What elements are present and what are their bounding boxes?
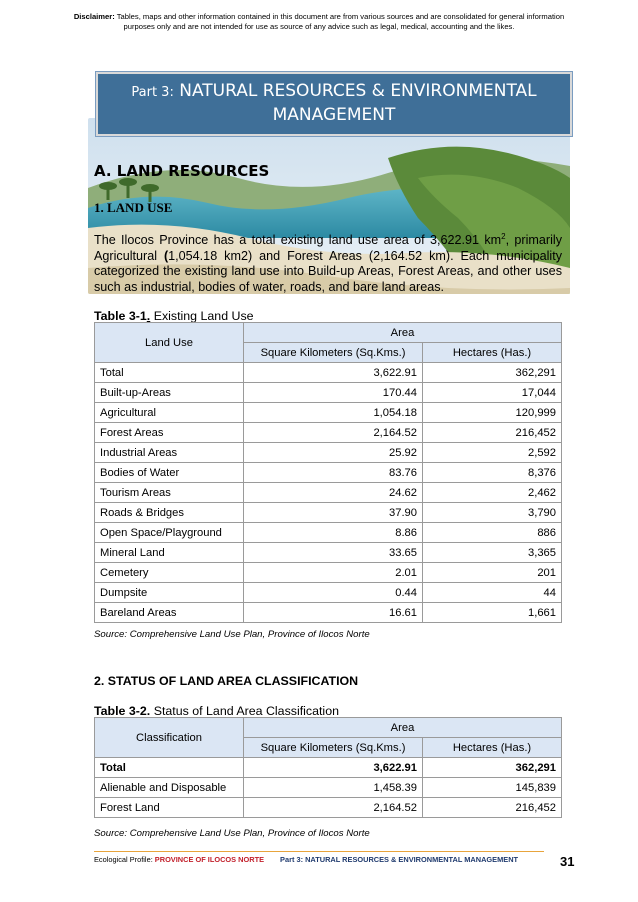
table-row [95, 403, 562, 423]
existing-land-use-table [94, 322, 562, 623]
cell-square-kilometers: 16.61 [244, 603, 423, 623]
footer [94, 855, 518, 864]
cell-square-kilometers: 24.62 [244, 483, 423, 503]
cell-hectares: 17,044 [423, 383, 562, 403]
table-3-1-source: Source: Comprehensive Land Use Plan, Province of Ilocos Norte [94, 629, 370, 640]
cell-hectares: 216,452 [423, 798, 562, 818]
table-row [95, 563, 562, 583]
section-heading-land-resources: A. LAND RESOURCES [94, 162, 270, 180]
banner-title-line2: MANAGEMENT [272, 105, 396, 125]
table-row [95, 583, 562, 603]
cell-label: Industrial Areas [95, 443, 244, 463]
table-row [95, 778, 562, 798]
table-row [95, 363, 562, 383]
land-classification-table [94, 717, 562, 818]
cell-hectares: 216,452 [423, 423, 562, 443]
cell-label: Forest Areas [95, 423, 244, 443]
cell-label: Total [95, 758, 244, 778]
cell-label: Bareland Areas [95, 603, 244, 623]
cell-square-kilometers: 2,164.52 [244, 798, 423, 818]
table-3-2-caption: Table 3-2. Status of Land Area Classification [94, 704, 339, 718]
table-row [95, 443, 562, 463]
cell-square-kilometers: 1,458.39 [244, 778, 423, 798]
table-row [95, 543, 562, 563]
cell-label: Open Space/Playground [95, 523, 244, 543]
header-land-use: Land Use [95, 323, 244, 363]
table-row [95, 603, 562, 623]
cell-label: Cemetery [95, 563, 244, 583]
header-hectares: Hectares (Has.) [423, 343, 562, 363]
header-square-kilometers: Square Kilometers (Sq.Kms.) [244, 738, 423, 758]
cell-square-kilometers: 3,622.91 [244, 758, 423, 778]
table-row [95, 463, 562, 483]
table-row [95, 383, 562, 403]
cell-hectares: 886 [423, 523, 562, 543]
cell-square-kilometers: 170.44 [244, 383, 423, 403]
cell-label: Forest Land [95, 798, 244, 818]
table-3-1-caption: Table 3-1. Existing Land Use [94, 309, 254, 323]
cell-label: Roads & Bridges [95, 503, 244, 523]
subsection-heading-land-use: 1. LAND USE [94, 200, 173, 215]
footer-divider [94, 851, 544, 852]
cell-label: Dumpsite [95, 583, 244, 603]
cell-hectares: 362,291 [423, 758, 562, 778]
cell-hectares: 3,790 [423, 503, 562, 523]
table-row [95, 423, 562, 443]
cell-label: Bodies of Water [95, 463, 244, 483]
table-row [95, 503, 562, 523]
cell-square-kilometers: 0.44 [244, 583, 423, 603]
cell-square-kilometers: 25.92 [244, 443, 423, 463]
part-banner [96, 72, 572, 136]
cell-square-kilometers: 2.01 [244, 563, 423, 583]
land-use-paragraph: The Ilocos Province has a total existing land use area of 3,622.91 $km^2$, primarily Agricultural (1,054.18 km2) and Forest Areas (2,164.52 km). Each municipality categorized the existing land use into Build-up Areas, Forest Areas, and other uses such as industrial, bodies of water, roads, and bare land areas. [94, 232, 562, 294]
disclaimer [60, 12, 578, 32]
cell-square-kilometers: 1,054.18 [244, 403, 423, 423]
page-number: 31 [560, 854, 575, 869]
header-square-kilometers: Square Kilometers (Sq.Kms.) [244, 343, 423, 363]
cell-label: Mineral Land [95, 543, 244, 563]
cell-label: Built-up-Areas [95, 383, 244, 403]
header-hectares: Hectares (Has.) [423, 738, 562, 758]
cell-label: Agricultural [95, 403, 244, 423]
footer-part: Part 3: NATURAL RESOURCES & ENVIRONMENTAL MANAGEMENT [280, 855, 519, 864]
table-row [95, 483, 562, 503]
cell-square-kilometers: 8.86 [244, 523, 423, 543]
cell-hectares: 8,376 [423, 463, 562, 483]
banner-part-label: Part 3: [131, 85, 174, 100]
cell-label: Alienable and Disposable [95, 778, 244, 798]
cell-hectares: 44 [423, 583, 562, 603]
cell-square-kilometers: 37.90 [244, 503, 423, 523]
banner-title-line1: NATURAL RESOURCES & ENVIRONMENTAL [179, 81, 537, 101]
cell-hectares: 2,462 [423, 483, 562, 503]
table-row [95, 523, 562, 543]
cell-square-kilometers: 3,622.91 [244, 363, 423, 383]
cell-hectares: 120,999 [423, 403, 562, 423]
cell-label: Tourism Areas [95, 483, 244, 503]
cell-hectares: 2,592 [423, 443, 562, 463]
cell-hectares: 145,839 [423, 778, 562, 798]
table-row [95, 758, 562, 778]
table-row [95, 798, 562, 818]
table-3-2-source: Source: Comprehensive Land Use Plan, Province of Ilocos Norte [94, 828, 370, 839]
cell-label: Total [95, 363, 244, 383]
cell-square-kilometers: 83.76 [244, 463, 423, 483]
header-area: Area [244, 323, 562, 343]
cell-square-kilometers: 33.65 [244, 543, 423, 563]
disclaimer-text: Tables, maps and other information contained in this document are from various sources and are consolidated for general information purposes only and are not intended for use as source of any advice such as legal, medical, accounting and the likes. [116, 12, 565, 31]
section-heading-status-of-land: 2. STATUS OF LAND AREA CLASSIFICATION [94, 674, 359, 688]
cell-hectares: 3,365 [423, 543, 562, 563]
cell-square-kilometers: 2,164.52 [244, 423, 423, 443]
footer-profile-label: Ecological Profile: [94, 855, 155, 864]
disclaimer-label: Disclaimer: [73, 12, 115, 21]
cell-hectares: 362,291 [423, 363, 562, 383]
header-area: Area [244, 718, 562, 738]
cell-hectares: 1,661 [423, 603, 562, 623]
cell-hectares: 201 [423, 563, 562, 583]
footer-province: PROVINCE OF ILOCOS NORTE [154, 855, 265, 864]
header-classification: Classification [95, 718, 244, 758]
